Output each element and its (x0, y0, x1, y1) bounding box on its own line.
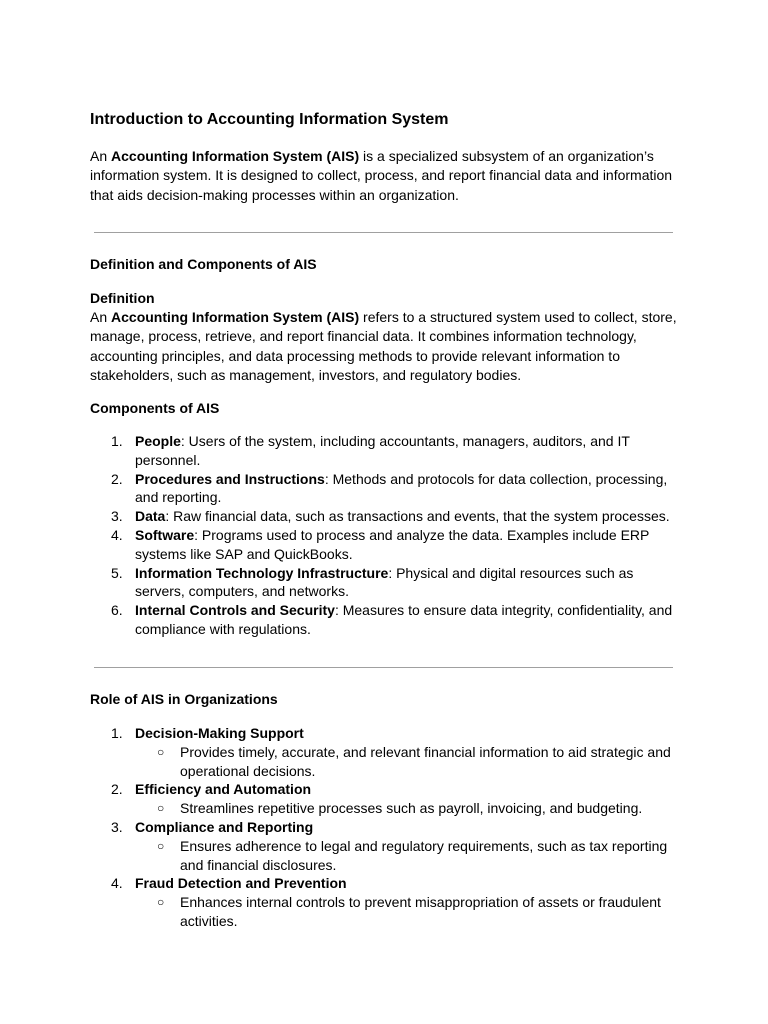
role-term: Compliance and Reporting (135, 818, 314, 835)
list-number: 3. (111, 818, 123, 835)
role-point (135, 837, 680, 875)
components-heading-block (90, 399, 680, 418)
role-item (90, 818, 680, 874)
definition-text-pre: An (90, 309, 112, 325)
role-point (135, 893, 680, 931)
page-title: Introduction to Accounting Information System (90, 111, 449, 128)
hollow-bullet-icon: ○ (157, 801, 165, 816)
component-term: Data (135, 508, 166, 525)
intro-text-post: is a specialized subsystem of an organization’s information system. It is designed to collect, process, and report financial data and information that aids decision-making processes within an organization. (90, 148, 673, 203)
definition-paragraph (90, 308, 680, 385)
role-term: Efficiency and Automation (135, 781, 312, 798)
definition-term: Accounting Information System (AIS) (111, 309, 360, 325)
hollow-bullet-icon: ○ (157, 744, 165, 759)
component-item (90, 432, 680, 470)
hollow-bullet-icon: ○ (157, 895, 165, 910)
component-desc: : Users of the system, including accountants, managers, auditors, and IT personnel. (135, 433, 630, 468)
roles-list (90, 724, 680, 931)
list-number: 2. (111, 470, 123, 487)
role-heading: Role of AIS in Organizations (90, 691, 278, 707)
component-item (90, 526, 680, 564)
role-point-text: Ensures adherence to legal and regulatory requirements, such as tax reporting and financial disclosures. (180, 837, 668, 873)
role-point-text: Provides timely, accurate, and relevant financial information to aid strategic and operational decisions. (180, 743, 671, 779)
role-term: Fraud Detection and Prevention (135, 875, 347, 892)
list-number: 3. (111, 508, 123, 525)
role-term: Decision-Making Support (135, 725, 304, 741)
definition-heading: Definition (90, 290, 155, 306)
component-term: Internal Controls and Security (135, 602, 335, 619)
role-sublist (135, 743, 680, 781)
components-list (90, 432, 680, 639)
list-number: 4. (111, 526, 123, 543)
section-role (90, 690, 680, 709)
divider-2 (94, 667, 673, 668)
role-point (135, 799, 680, 818)
definition-text-post: refers to a structured system used to collect, store, manage, process, retrieve, and report financial data. It combines information technology, accounting principles, and data processing methods to provide relevant information to stakeholders, such as management, investors, and regulatory bodies. (90, 309, 677, 383)
section-definition-components (90, 255, 680, 274)
list-number: 4. (111, 875, 123, 892)
component-item (90, 507, 680, 526)
list-number: 2. (111, 781, 123, 798)
role-sublist (135, 799, 680, 818)
role-item (90, 874, 680, 930)
component-item (90, 470, 680, 508)
component-desc: : Physical and digital resources such as servers, computers, and networks. (135, 564, 634, 600)
list-number: 1. (111, 725, 123, 741)
component-term: Information Technology Infrastructure (135, 564, 389, 581)
role-item (90, 724, 680, 780)
intro-paragraph (90, 147, 680, 205)
component-term: Procedures and Instructions (135, 470, 325, 487)
component-desc: : Programs used to process and analyze the data. Examples include ERP systems like SAP and QuickBooks. (135, 526, 650, 562)
components-heading: Components of AIS (90, 400, 220, 416)
list-number: 5. (111, 564, 123, 581)
role-sublist (135, 837, 680, 875)
definition-block (90, 289, 680, 385)
intro-text-pre: An (90, 148, 112, 164)
role-sublist (135, 893, 680, 931)
component-desc: : Raw financial data, such as transactions and events, that the system processes. (165, 508, 670, 525)
component-term: People (135, 433, 181, 449)
section-heading: Definition and Components of AIS (90, 256, 317, 272)
component-item (90, 564, 680, 602)
component-term: Software (135, 526, 195, 543)
hollow-bullet-icon: ○ (157, 838, 165, 853)
intro-term: Accounting Information System (AIS) (111, 148, 360, 164)
component-item (90, 601, 680, 639)
component-desc: : Measures to ensure data integrity, confidentiality, and compliance with regulations. (135, 602, 673, 637)
component-desc: : Methods and protocols for data collection, processing, and reporting. (135, 470, 668, 506)
list-number: 6. (111, 602, 123, 619)
role-item (90, 780, 680, 818)
divider-1 (94, 232, 673, 233)
role-point-text: Enhances internal controls to prevent misappropriation of assets or fraudulent activities. (180, 894, 661, 929)
role-point-text: Streamlines repetitive processes such as payroll, invoicing, and budgeting. (180, 800, 643, 817)
role-point (135, 743, 680, 781)
list-number: 1. (111, 433, 123, 449)
